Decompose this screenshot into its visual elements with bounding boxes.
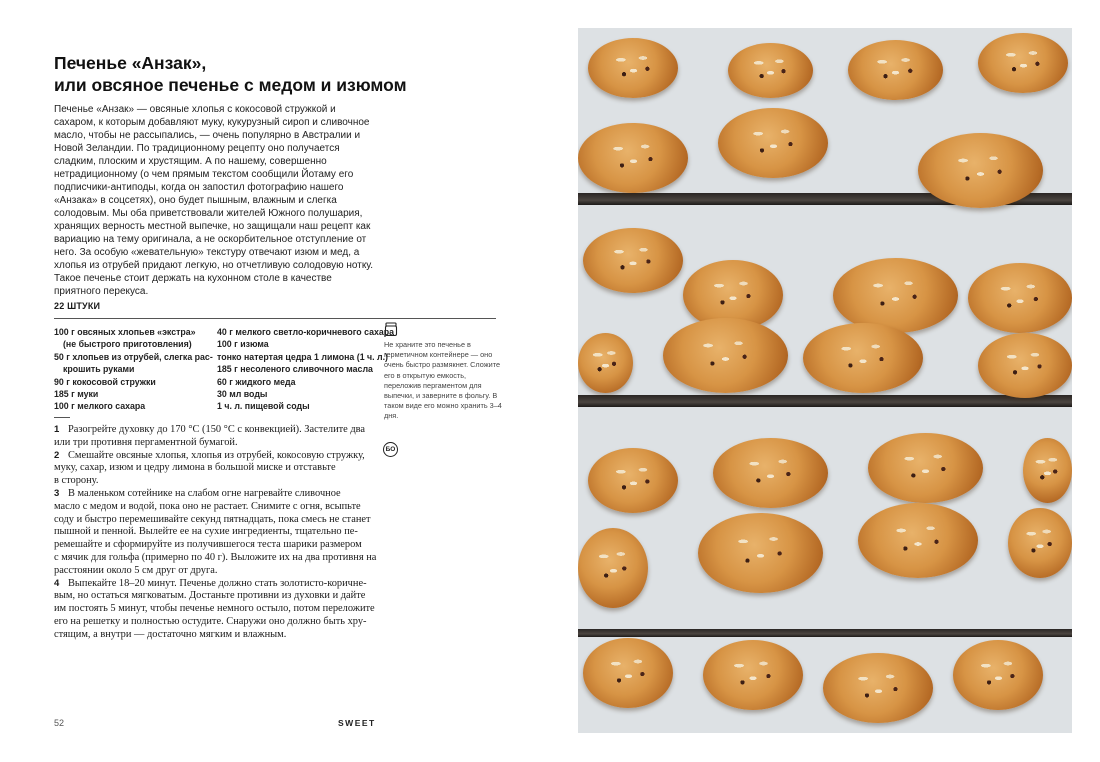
step-3 [54,487,377,578]
step-text: Смешайте овсяные хлопья, хлопья из отрубей, кокосовую стружку, [68,449,365,461]
step-number: 3 [54,487,60,499]
cookie [578,333,633,393]
section-label: SWEET [338,718,376,728]
ingredient-item: 100 г овсяных хлопьев «экстра» [54,327,196,337]
recipe-title [54,52,454,96]
ingredient-item: 1 ч. л. пищевой соды [217,401,310,412]
step-4 [54,577,375,642]
step-text: масло с медом и водой, пока оно не растает. Снимите с огня, всыпьте [54,500,361,512]
recipe-intro: Печенье «Анзак» — овсяные хлопья с кокосовой стружкой и сахаром, к которым добавляют муку, кукурузный сироп и сливочное масло, чтобы не рассыпались, — очень популярно в Австралии и Новой Зеландии. По традиционному рецепту оно получается сладким, плоским и хрустящим. А по нашему, совершенно нетрадиционному (о чем прямым текстом сообщили Йотаму его подписчики-антиподы, когда он запостил фотографию нашего «Анзака» в соцсетях), оно будет пышным, влажным и слегка солодовым. Мы оба приветствовали жителей Южного полушария, хранящих верность местной выпечке, но защищали наш рецепт как вариацию на тему оригинала, а не оскорбительное отступление от него. За особую «жевательную» текстуру отвечают изюм и мед, а хлопья из отрубей придают легкую, но отчетливую солодовую нотку. Такое печенье стоит держать на кухонном столе в качестве приятного перекуса. [54,104,374,297]
step-text: ремешайте и сформируйте из получившегося теста шарики размером [54,539,362,551]
cookie [698,513,823,593]
cookie [868,433,983,503]
cookie [713,438,828,508]
cookie [978,333,1072,398]
step-1 [54,424,366,450]
cookie [918,133,1043,208]
ingredients-list-right [217,326,394,413]
cookie [588,38,678,98]
cookie [703,640,803,710]
cookies-photo [578,28,1072,733]
storage-note: Не храните это печенье в герметичном контейнере — оно очень быстро размякнет. Сложите его в открытую емкость, переложив пергаментом для выпечки, и заверните в фольгу. В таком виде его можно хранить 3–4 дня. [384,340,502,421]
ingredient-item: 40 г мелкого светло-коричневого сахара [217,327,395,337]
recipe-steps [54,424,377,642]
step-number: 2 [54,449,60,461]
cookie [1023,438,1072,503]
step-text: вым, но остаться мягковатым. Достаньте противни из духовки и дайте [54,590,366,602]
step-text: пышной и пенной. Вылейте ее на сухие ингредиенты, тщательно пе- [54,526,358,538]
cookie [583,638,673,708]
ingredients-divider [54,318,496,319]
baking-tray [578,407,1072,629]
page-number: 52 [54,718,65,728]
ingredient-item: 30 мл воды [217,389,268,400]
ingredient-item: 185 г несоленого сливочного масла [217,364,373,375]
cookie [858,503,978,578]
step-number: 4 [54,577,60,589]
cookie [953,640,1043,710]
tray-edge [578,629,1072,637]
cookie [833,258,958,333]
cookie [663,318,788,393]
cookie [578,123,688,193]
ingredient-item: тонко натертая цедра 1 лимона (1 ч. л.) [217,351,388,362]
title-line-1: Печенье «Анзак», [54,53,207,73]
cookie [978,33,1068,93]
ingredient-item: 90 г кокосовой стружки [54,376,156,387]
ingredient-item: 185 г муки [54,389,99,400]
cookie [718,108,828,178]
step-text: или три противня пергаментной бумагой. [54,436,238,448]
cookie [588,448,678,513]
badge-icon: БО [383,442,398,457]
step-text: Разогрейте духовку до 170 °C (150 °C с конвекцией). Застелите два [68,424,366,435]
cookie [728,43,813,98]
ingredient-item: крошить руками [63,364,135,375]
recipe-yield: 22 ШТУКИ [54,301,101,311]
step-text: Выпекайте 18–20 минут. Печенье должно стать золотисто-коричне- [68,577,367,589]
step-text: соду и быстро перемешивайте секунд пятнадцать, пока смесь не станет [54,513,371,525]
step-text: муку, сахар, изюм и цедру лимона в большой миске и отставьте [54,462,336,474]
step-text: В маленьком сотейнике на слабом огне нагревайте сливочное [68,487,341,499]
step-number: 1 [54,424,60,435]
cookie [848,40,943,100]
cookie [578,528,648,608]
step-text: им постоять 5 минут, чтобы печенье немного остыло, потом переложите [54,603,375,615]
cookie [583,228,683,293]
title-line-2: или овсяное печенье с медом и изюмом [54,75,407,95]
step-text: в сторону. [54,475,99,487]
cookie [968,263,1072,333]
step-text: расстоянии около 5 см друг от друга. [54,564,218,576]
tray-edge [578,395,1072,407]
ingredient-item: 100 г изюма [217,339,269,350]
steps-divider [54,417,70,418]
ingredient-item: (не быстрого приготовления) [63,339,192,350]
ingredient-item: 50 г хлопьев из отрубей, слегка рас- [54,351,213,362]
step-text: его на решетку и полностью остудите. Снаружи оно должно быть хру- [54,615,367,627]
cookie [803,323,923,393]
step-2 [54,450,366,488]
jar-icon [383,321,399,337]
cookie [1008,508,1072,578]
ingredient-item: 60 г жидкого меда [217,376,296,387]
ingredient-item: 100 г мелкого сахара [54,401,146,412]
step-text: с мячик для гольфа (примерно по 40 г). Выложите их на два противня на [54,551,377,563]
cookie [823,653,933,723]
ingredients-list-left [54,326,213,413]
step-text: стящим, а внутри — достаточно мягким и влажным. [54,628,287,640]
